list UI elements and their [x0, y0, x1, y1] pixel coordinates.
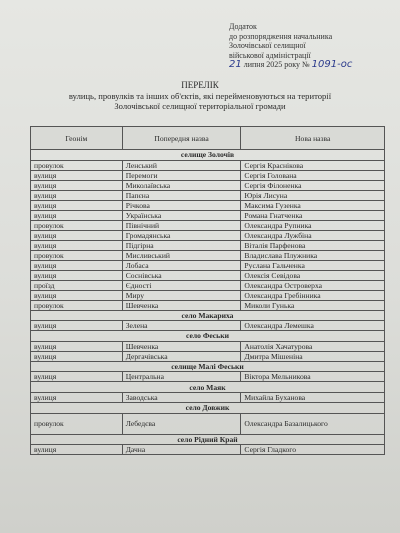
previous-name-cell: Шевченка [122, 341, 241, 351]
geonym-cell: вулиця [31, 372, 123, 382]
table-row [31, 351, 385, 361]
geonym-cell: вулиця [31, 270, 123, 280]
section-title: село Рідний Край [31, 434, 385, 445]
geonym-cell: вулиця [31, 290, 123, 300]
geonym-cell: провулок [31, 300, 123, 310]
appendix-block [229, 22, 352, 70]
previous-name-cell: Зелена [122, 321, 241, 331]
table-row [31, 180, 385, 190]
geonym-cell: вулиця [31, 230, 123, 240]
new-name-cell: Михайла Буханова [241, 392, 385, 402]
geonym-cell: вулиця [31, 200, 123, 210]
geonym-cell: проїзд [31, 280, 123, 290]
table-row [31, 280, 385, 290]
new-name-cell: Олександра Базалицького [241, 413, 385, 434]
new-name-cell: Олександра Рупника [241, 220, 385, 230]
geonym-cell: вулиця [31, 341, 123, 351]
section-row [31, 331, 385, 342]
previous-name-cell: Дергачівська [122, 351, 241, 361]
new-name-cell: Сергія Голована [241, 170, 385, 180]
decree-month-year: липня 2025 року № [241, 60, 310, 70]
appendix-line: Додаток [229, 22, 257, 31]
title-line: Золочівської селищної територіальної громади [114, 101, 286, 111]
previous-name-cell: Шевченка [122, 300, 241, 310]
previous-name-cell: Річкова [122, 200, 241, 210]
geonym-cell: вулиця [31, 445, 123, 455]
new-name-cell: Олександра Лемешка [241, 321, 385, 331]
table-row [31, 210, 385, 220]
header-new-name: Нова назва [241, 127, 385, 150]
new-name-cell: Миколи Гунька [241, 300, 385, 310]
section-row [31, 382, 385, 393]
new-name-cell: Олександра Островерха [241, 280, 385, 290]
title-heading: ПЕРЕЛІК [181, 80, 219, 90]
previous-name-cell: Мисливський [122, 250, 241, 260]
table-row [31, 200, 385, 210]
section-title: село Довжик [31, 402, 385, 413]
table-row [31, 392, 385, 402]
previous-name-cell: Соснівська [122, 270, 241, 280]
previous-name-cell: Перемоги [122, 170, 241, 180]
table-row [31, 230, 385, 240]
previous-name-cell: Українська [122, 210, 241, 220]
table-header-row [31, 127, 385, 150]
geonym-cell: вулиця [31, 260, 123, 270]
new-name-cell: Сергія Краснікова [241, 160, 385, 170]
section-title: селище Золочів [31, 150, 385, 161]
table-row [31, 290, 385, 300]
table-row [31, 220, 385, 230]
new-name-cell: Максима Гузенка [241, 200, 385, 210]
previous-name-cell: Північний [122, 220, 241, 230]
table-row [31, 250, 385, 260]
header-geonym: Геонім [31, 127, 123, 150]
table-row [31, 341, 385, 351]
section-row [31, 150, 385, 161]
section-title: село Маяк [31, 382, 385, 393]
rename-table [30, 126, 385, 455]
section-row [31, 310, 385, 321]
geonym-cell: провулок [31, 413, 123, 434]
table-row [31, 445, 385, 455]
geonym-cell: вулиця [31, 210, 123, 220]
handwritten-day: 21 [229, 59, 242, 71]
table-row [31, 300, 385, 310]
geonym-cell: вулиця [31, 321, 123, 331]
handwritten-number: 1091-ос [311, 59, 353, 71]
table-row [31, 321, 385, 331]
table-row [31, 372, 385, 382]
decree-date-line [229, 60, 352, 70]
table-row [31, 240, 385, 250]
geonym-cell: вулиця [31, 180, 123, 190]
section-title: село Макариха [31, 310, 385, 321]
header-previous-name: Попередня назва [122, 127, 241, 150]
new-name-cell: Анатолія Хачатурова [241, 341, 385, 351]
new-name-cell: Олександра Лужбіна [241, 230, 385, 240]
table-row [31, 260, 385, 270]
new-name-cell: Сергія Гладкого [241, 445, 385, 455]
appendix-line: військової адміністрації [229, 50, 311, 60]
previous-name-cell: Заводська [122, 392, 241, 402]
section-title: селище Малі Феськи [31, 361, 385, 372]
section-row [31, 402, 385, 413]
geonym-cell: вулиця [31, 392, 123, 402]
previous-name-cell: Дачна [122, 445, 241, 455]
geonym-cell: вулиця [31, 170, 123, 180]
new-name-cell: Дмитра Мішеніна [241, 351, 385, 361]
geonym-cell: провулок [31, 250, 123, 260]
previous-name-cell: Лебедєва [122, 413, 241, 434]
document-title [0, 80, 400, 112]
new-name-cell: Віталія Парфенова [241, 240, 385, 250]
table-row [31, 160, 385, 170]
previous-name-cell: Ленський [122, 160, 241, 170]
previous-name-cell: Єдності [122, 280, 241, 290]
geonym-cell: вулиця [31, 240, 123, 250]
appendix-line: Золочівської селищної [229, 41, 306, 51]
previous-name-cell: Миколаївська [122, 180, 241, 190]
geonym-cell: провулок [31, 220, 123, 230]
previous-name-cell: Папєна [122, 190, 241, 200]
new-name-cell: Владислава Плужника [241, 250, 385, 260]
new-name-cell: Руслана Гальченка [241, 260, 385, 270]
previous-name-cell: Лобаса [122, 260, 241, 270]
new-name-cell: Сергія Філоненка [241, 180, 385, 190]
new-name-cell: Юрія Лисуна [241, 190, 385, 200]
new-name-cell: Олексія Севідова [241, 270, 385, 280]
geonym-cell: вулиця [31, 351, 123, 361]
table-row [31, 270, 385, 280]
geonym-cell: вулиця [31, 190, 123, 200]
geonym-cell: провулок [31, 160, 123, 170]
new-name-cell: Романа Гнатченка [241, 210, 385, 220]
appendix-line: до розпорядження начальника [229, 31, 333, 41]
section-row [31, 361, 385, 372]
new-name-cell: Віктора Мельникова [241, 372, 385, 382]
previous-name-cell: Миру [122, 290, 241, 300]
previous-name-cell: Підгірна [122, 240, 241, 250]
section-row [31, 434, 385, 445]
previous-name-cell: Центральна [122, 372, 241, 382]
table-row [31, 170, 385, 180]
new-name-cell: Олександра Гребінника [241, 290, 385, 300]
table-row [31, 190, 385, 200]
table-body [31, 150, 385, 455]
section-title: село Феськи [31, 331, 385, 342]
previous-name-cell: Громадянська [122, 230, 241, 240]
title-line: вулиць, провулків та інших об'єктів, які перейменовуються на території [68, 90, 332, 101]
table-row [31, 413, 385, 434]
